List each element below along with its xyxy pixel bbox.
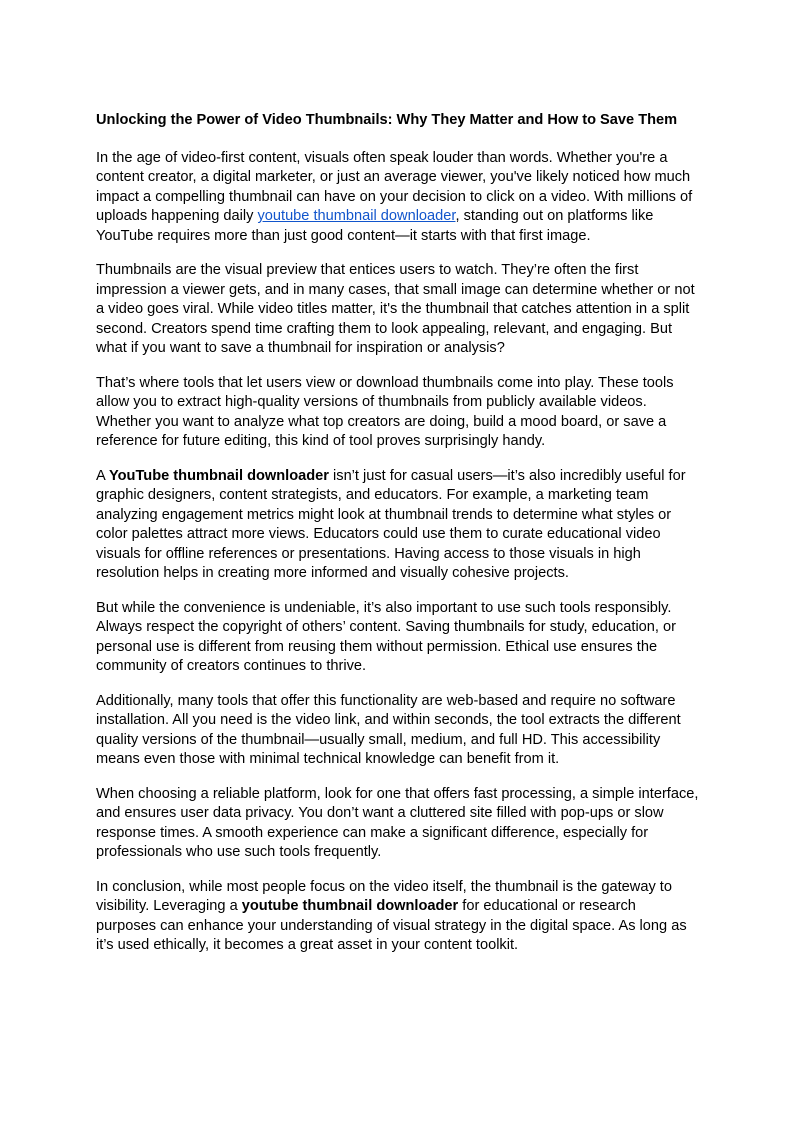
paragraph-intro-text-after-link: , standing out on platforms like YouTube requires more than just good content—it starts with that first image. [96, 208, 654, 244]
paragraph-use-cases-text-start: A [96, 467, 109, 484]
document-title: Unlocking the Power of Video Thumbnails: Why They Matter and How to Save Them [96, 112, 678, 128]
bold-term-youtube-thumbnail-downloader: YouTube thumbnail downloader [108, 467, 329, 484]
paragraph-conclusion-text-start: In conclusion, while most people focus on the video itself, the thumbnail is the gateway to visibility. Leveraging a [96, 878, 672, 914]
paragraph-accessibility: Additionally, many tools that offer this functionality are web-based and require no software installation. All you need is the video link, and within seconds, the tool extracts the different quality versions of the thumbnail—usually small, medium, and full HD. This accessibility means even those with minimal technical knowledge can benefit from it. [96, 692, 681, 767]
paragraph-choosing-platform: When choosing a reliable platform, look for one that offers fast processing, a simple interface, and ensures user data privacy. You don’t want a cluttered site filled with pop-ups or slow response times. A smooth experience can make a significant difference, especially for professionals who use such tools frequently. [96, 785, 699, 860]
bold-term-youtube-thumbnail-downloader-conclusion: youtube thumbnail downloader [241, 898, 459, 914]
paragraph-conclusion [96, 878, 699, 956]
paragraph-intro-text-before-link: In the age of video-first content, visuals often speak louder than words. Whether you're a content creator, a digital marketer, or just an average viewer, you've likely noticed how much impact a compelling thumbnail can have on your decision to click on a video. With millions of uploads happening daily [96, 149, 693, 224]
document-page [96, 111, 699, 971]
youtube-thumbnail-downloader-link[interactable]: youtube thumbnail downloader [257, 208, 456, 224]
paragraph-use-cases [96, 467, 699, 584]
paragraph-responsibility: But while the convenience is undeniable, it’s also important to use such tools responsibly. Always respect the copyright of others’ content. Saving thumbnails for study, education, or personal use is different from reusing them without permission. Ethical use ensures the community of creators continues to thrive. [96, 599, 677, 674]
paragraph-conclusion-text-rest: for educational or research purposes can enhance your understanding of visual strategy in the digital space. As long as it’s used ethically, it becomes a great asset in your content toolkit. [96, 898, 687, 953]
paragraph-thumbnails-preview: Thumbnails are the visual preview that entices users to watch. They’re often the first impression a viewer gets, and in many cases, that small image can determine whether or not a video goes viral. While video titles matter, it's the thumbnail that catches attention in a split second. Creators spend time crafting them to look appealing, relevant, and engaging. But what if you want to save a thumbnail for inspiration or analysis? [96, 262, 695, 356]
paragraph-intro [96, 149, 699, 247]
paragraph-tools: That’s where tools that let users view or download thumbnails come into play. These tools allow you to extract high-quality versions of thumbnails from publicly available videos. Whether you want to analyze what top creators are doing, build a mood board, or save a reference for future editing, this kind of tool proves surprisingly handy. [96, 374, 674, 449]
paragraph-use-cases-text-rest: isn’t just for casual users—it’s also incredibly useful for graphic designers, content strategists, and educators. For example, a marketing team analyzing engagement metrics might look at thumbnail trends to determine what styles or color palettes attract more views. Educators could use them to curate educational video visuals for offline references or presentations. Having access to those visuals in high resolution helps in creating more informed and visually cohesive projects. [96, 467, 686, 581]
